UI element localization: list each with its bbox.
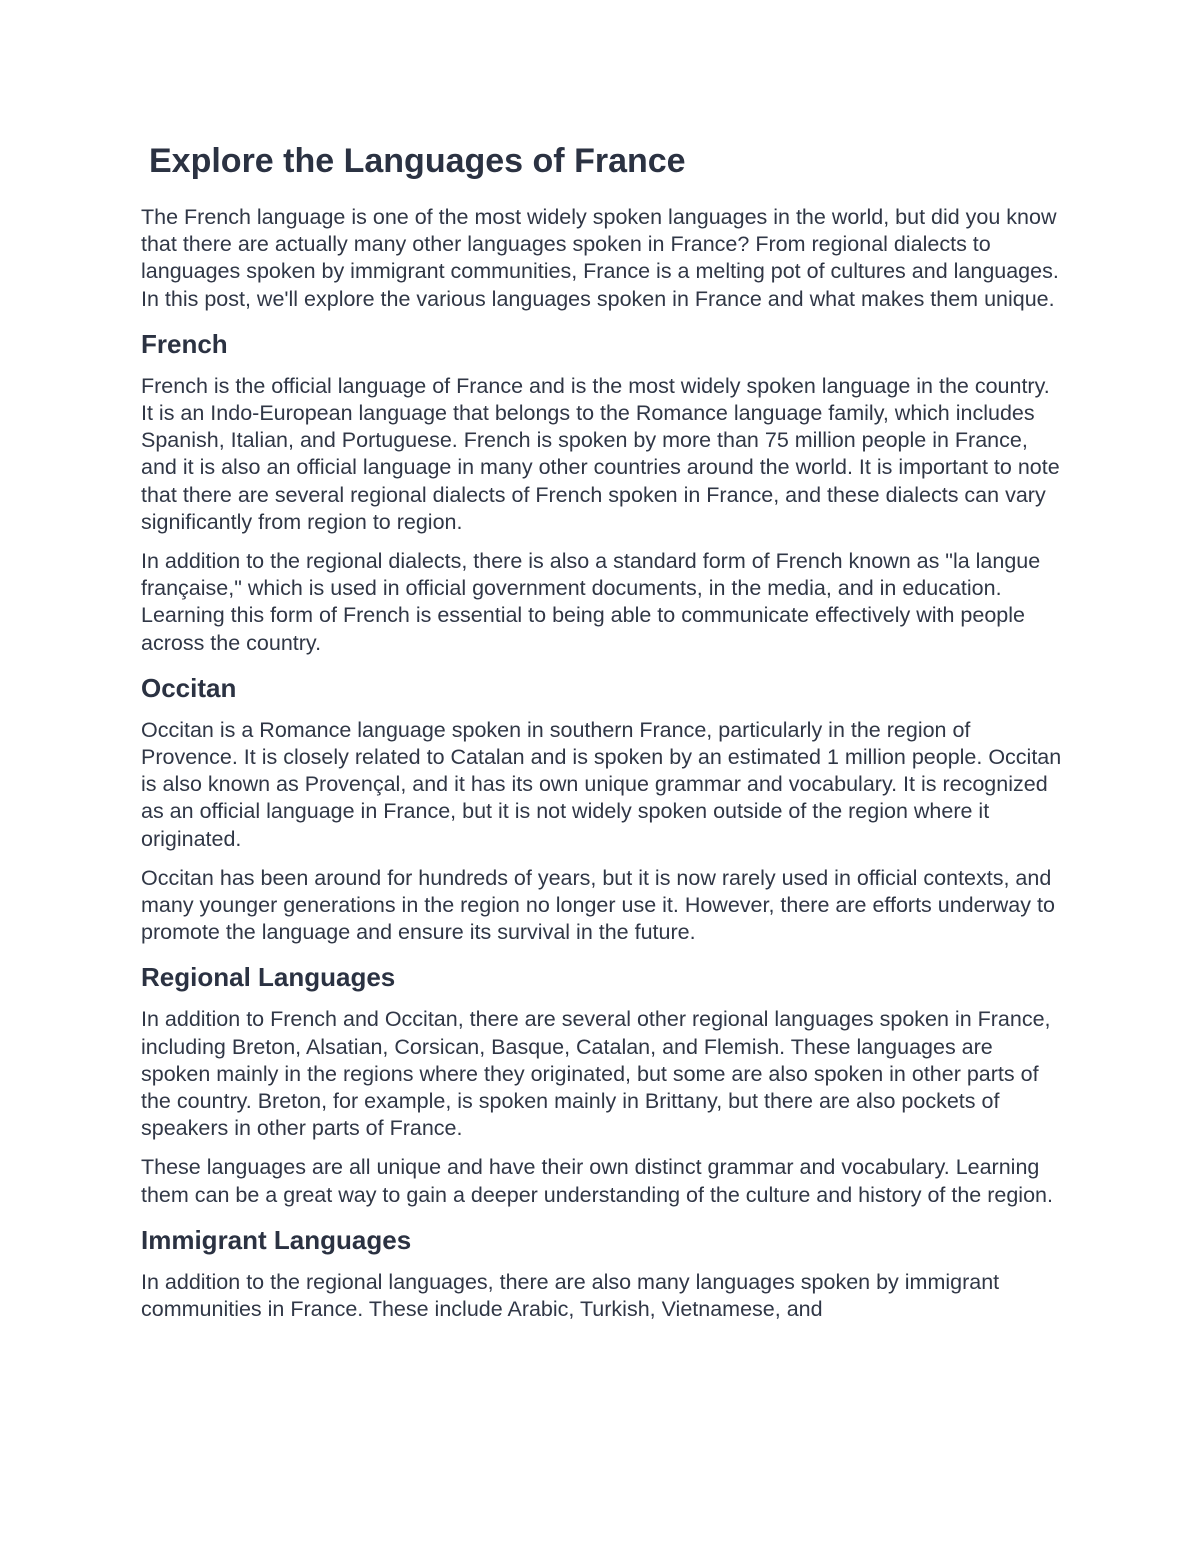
section-heading-regional-languages: Regional Languages [141,962,396,993]
document-content [141,140,1066,1335]
paragraph-french-2: In addition to the regional dialects, there is also a standard form of French known as "la langue française," which is used in official government documents, in the media, and in education. Learning this form of French is essential to being able to communicate effectively with people across the country. [141,549,1041,655]
paragraph-regional-2: These languages are all unique and have their own distinct grammar and vocabulary. Learning them can be a great way to gain a deeper understanding of the culture and history of the region. [141,1155,1053,1207]
paragraph-occitan-1: Occitan is a Romance language spoken in southern France, particularly in the region of Provence. It is closely related to Catalan and is spoken by an estimated 1 million people. Occitan is also known as Provençal, and it has its own unique grammar and vocabulary. It is recognized as an official language in France, but it is not widely spoken outside of the region where it originated. [141,717,1062,851]
section-heading-french: French [141,328,228,359]
paragraph-immigrant-1: In addition to the regional languages, there are also many languages spoken by immigrant communities in France. These include Arabic, Turkish, Vietnamese, and [141,1269,1000,1322]
paragraph-occitan-2: Occitan has been around for hundreds of years, but it is now rarely used in official contexts, and many younger generations in the region no longer use it. However, there are efforts underway to promote the language and ensure its survival in the future. [141,865,1055,945]
section-heading-occitan: Occitan [141,672,237,703]
section-heading-immigrant-languages: Immigrant Languages [141,1224,412,1255]
intro-paragraph: The French language is one of the most widely spoken languages in the world, but did you know that there are actually many other languages spoken in France? From regional dialects to languages spoken by immigrant communities, France is a melting pot of cultures and languages. In this post, we'll explore the various languages spoken in France and what makes them unique. [141,205,1059,311]
paragraph-french-1: French is the official language of France and is the most widely spoken language in the country. It is an Indo-European language that belongs to the Romance language family, which includes Spanish, Italian, and Portuguese. French is spoken by more than 75 million people in France, and it is also an official language in many other countries around the world. It is important to note that there are several regional dialects of French spoken in France, and these dialects can vary significantly from region to region. [141,373,1060,534]
page-title: Explore the Languages of France [149,142,686,180]
paragraph-regional-1: In addition to French and Occitan, there are several other regional languages spoken in France, including Breton, Alsatian, Corsican, Basque, Catalan, and Flemish. These languages are spoken mainly in the regions where they originated, but some are also spoken in other parts of the country. Breton, for example, is spoken mainly in Brittany, but there are also pockets of speakers in other parts of France. [141,1007,1051,1141]
